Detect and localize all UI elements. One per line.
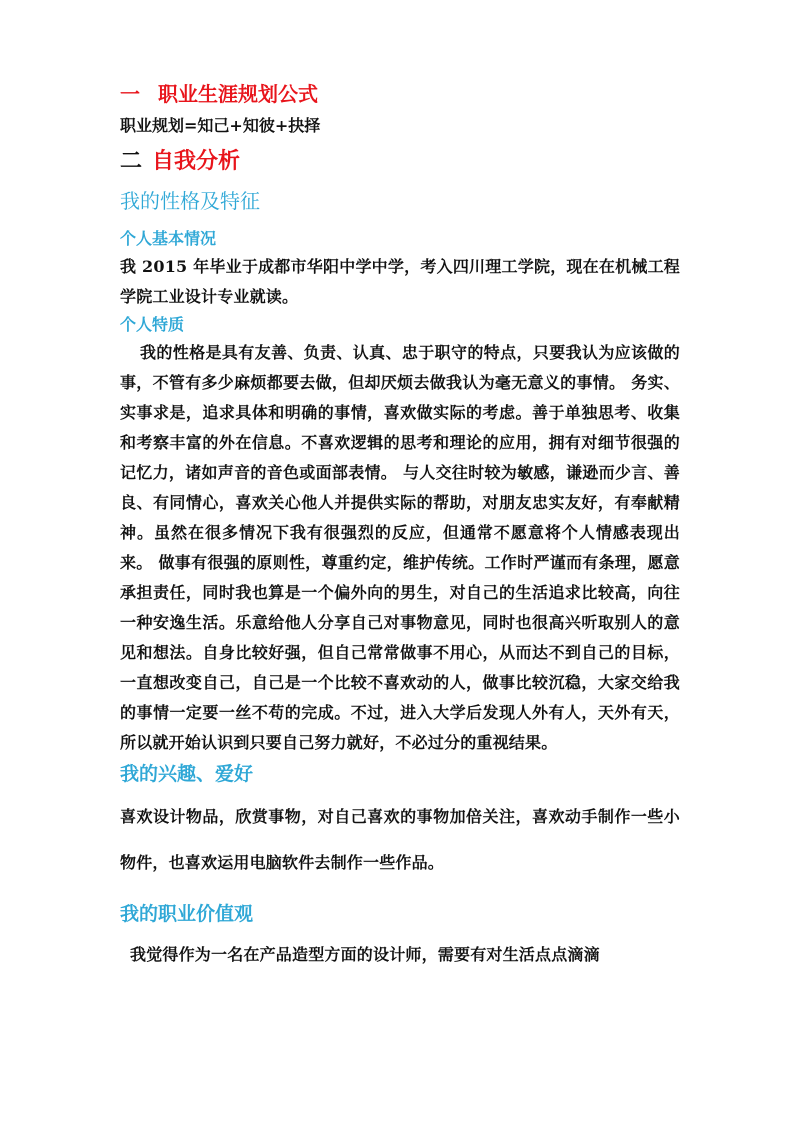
- section-number: 一: [120, 82, 140, 106]
- hobbies-heading: 我的兴趣、爱好: [120, 763, 254, 785]
- basic-info-paragraph: 我 2015 年毕业于成都市华阳中学中学，考入四川理工学院，现在在机械工程学院工业设计专业就读。: [120, 257, 680, 306]
- career-formula-text: 职业规划=知己+知彼+抉择: [120, 116, 321, 135]
- section-number: 二: [120, 148, 143, 174]
- section-heading-career-formula: [120, 78, 680, 110]
- hobbies-paragraph: 喜欢设计物品，欣赏事物，对自己喜欢的事物加倍关注，喜欢动手制作一些小物件，也喜欢运用电脑软件去制作一些作品。: [120, 807, 680, 872]
- basic-info-heading: 个人基本情况: [120, 229, 217, 248]
- traits-heading: 个人特质: [120, 315, 185, 334]
- values-paragraph: 我觉得作为一名在产品造型方面的设计师，需要有对生活点点滴滴: [130, 945, 600, 964]
- section-title: 自我分析: [152, 148, 241, 174]
- section-heading-self-analysis: [120, 144, 680, 178]
- subsection-heading-personality: 我的性格及特征: [120, 189, 260, 213]
- values-heading: 我的职业价值观: [120, 903, 254, 925]
- traits-paragraph: 我的性格是具有友善、负责、认真、忠于职守的特点，只要我认为应该做的事，不管有多少麻烦都要去做，但却厌烦去做我认为毫无意义的事情。 务实、实事求是，追求具体和明确的事情，喜欢做实际的考虑。善于单独思考、收集和考察丰富的外在信息。不喜欢逻辑的思考和理论的应用，拥有对细节很强的记忆力，诸如声音的音色或面部表情。 与人交往时较为敏感，谦逊而少言、善良、有同情心，喜欢关心他人并提供实际的帮助，对朋友忠实友好，有奉献精神。虽然在很多情况下我有很强烈的反应，但通常不愿意将个人情感表现出来。 做事有很强的原则性，尊重约定，维护传统。工作时严谨而有条理，愿意承担责任，同时我也算是一个偏外向的男生，对自己的生活追求比较高，向往一种安逸生活。乐意给他人分享自己对事物意见，同时也很高兴听取别人的意见和想法。自身比较好强，但自己常常做事不用心，从而达不到自己的目标，一直想改变自己，自己是一个比较不喜欢动的人，做事比较沉稳，大家交给我的事情一定要一丝不苟的完成。不过，进入大学后发现人外有人，天外有天，所以就开始认识到只要自己努力就好，不必过分的重视结果。: [120, 343, 680, 752]
- document-content: [120, 78, 680, 970]
- section-title: 职业生涯规划公式: [158, 82, 318, 106]
